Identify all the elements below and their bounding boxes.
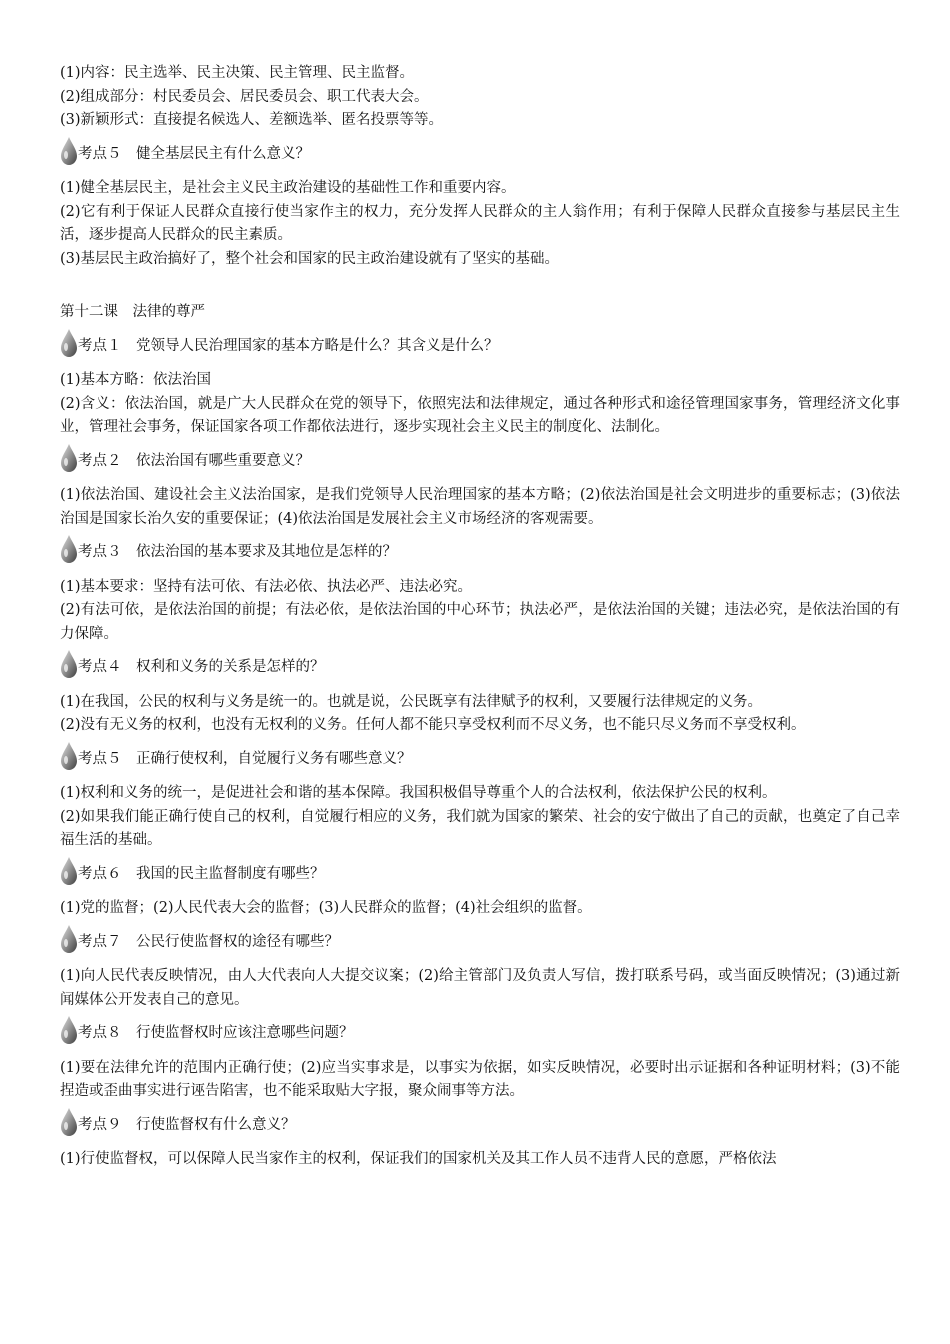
paragraph: (1)内容：民主选举、民主决策、民主管理、民主监督。 <box>60 65 415 81</box>
exam-point-heading-text: 考点９ 行使监督权有什么意义？ <box>78 1116 296 1133</box>
paragraph: (2)含义：依法治国，就是广大人民群众在党的领导下，依照宪法和法律规定，通过各种形式和途径管理国家事务，管理经济文化事业，管理社会事务，保证国家各项工作都依法进行，逐步实现社会主义民主的制度化、法制化。 <box>60 395 900 435</box>
exam-point-heading-text: 考点８ 行使监督权时应该注意哪些问题？ <box>78 1025 354 1041</box>
exam-point-heading-text: 考点５ 正确行使权利，自觉履行义务有哪些意义？ <box>78 750 412 767</box>
paragraph: (1)健全基层民主，是社会主义民主政治建设的基础性工作和重要内容。 <box>60 180 516 196</box>
document-body <box>60 62 900 1172</box>
exam-point-heading-text: 考点１ 党领导人民治理国家的基本方略是什么？其含义是什么？ <box>78 337 499 354</box>
exam-point-heading <box>60 335 900 359</box>
water-drop-icon <box>59 1107 79 1137</box>
exam-point-heading-text: 考点２ 依法治国有哪些重要意义？ <box>78 452 310 469</box>
paragraph: (1)基本方略：依法治国 <box>60 372 212 388</box>
paragraph: (2)有法可依，是依法治国的前提；有法必依，是依法治国的中心环节；执法必严，是依法治国的关键；违法必究，是依法治国的有力保障。 <box>60 602 900 642</box>
paragraph: (2)组成部分：村民委员会、居民委员会、职工代表大会。 <box>60 88 429 105</box>
water-drop-icon <box>59 534 79 564</box>
paragraph: (1)行使监督权，可以保障人民当家作主的权利，保证我们的国家机关及其工作人员不违背人民的意愿，严格依法 <box>60 1151 777 1167</box>
paragraph: (1)依法治国、建设社会主义法治国家，是我们党领导人民治理国家的基本方略；(2)依法治国是社会文明进步的重要标志；(3)依法治国是国家长治久安的重要保证；(4)依法治国是发展社会主义市场经济的客观需要。 <box>60 487 900 527</box>
lesson-title: 第十二课 法律的尊严 <box>60 304 205 320</box>
paragraph: (3)新颖形式：直接提名候选人、差额选举、匿名投票等等。 <box>60 112 444 128</box>
exam-point-heading <box>60 931 900 955</box>
exam-point-heading <box>60 541 900 565</box>
exam-point-heading <box>60 1114 900 1138</box>
exam-point-heading <box>60 143 900 167</box>
exam-point-heading <box>60 863 900 887</box>
paragraph: (1)向人民代表反映情况，由人大代表向人大提交议案；(2)给主管部门及负责人写信，拨打联系号码，或当面反映情况；(3)通过新闻媒体公开发表自己的意见。 <box>60 968 900 1008</box>
exam-point-heading <box>60 1022 900 1046</box>
exam-point-heading-text: 考点４ 权利和义务的关系是怎样的？ <box>78 659 325 675</box>
paragraph: (2)它有利于保证人民群众直接行使当家作主的权力，充分发挥人民群众的主人翁作用；有利于保障人民群众直接参与基层民主生活，逐步提高人民群众的民主素质。 <box>60 203 900 243</box>
paragraph: (3)基层民主政治搞好了，整个社会和国家的民主政治建设就有了坚实的基础。 <box>60 250 560 267</box>
paragraph: (2)没有无义务的权利，也没有无权利的义务。任何人都不能只享受权利而不尽义务，也不能只尽义务而不享受权利。 <box>60 717 806 733</box>
water-drop-icon <box>59 328 79 358</box>
water-drop-icon <box>59 443 79 473</box>
paragraph: (2)如果我们能正确行使自己的权利，自觉履行相应的义务，我们就为国家的繁荣、社会的安宁做出了自己的贡献，也奠定了自己幸福生活的基础。 <box>60 808 900 848</box>
exam-point-heading <box>60 748 900 772</box>
paragraph: (1)要在法律允许的范围内正确行使；(2)应当实事求是，以事实为依据，如实反映情况，必要时出示证据和各种证明材料；(3)不能捏造或歪曲事实进行诬告陷害，也不能采取贴大字报，聚众闹事等方法。 <box>60 1059 900 1099</box>
water-drop-icon <box>59 1015 79 1045</box>
exam-point-heading-text: 考点５ 健全基层民主有什么意义？ <box>78 145 310 162</box>
exam-point-heading <box>60 656 900 680</box>
water-drop-icon <box>59 924 79 954</box>
paragraph: (1)在我国，公民的权利与义务是统一的。也就是说，公民既享有法律赋予的权利，又要履行法律规定的义务。 <box>60 693 763 710</box>
paragraph: (1)权利和义务的统一，是促进社会和谐的基本保障。我国积极倡导尊重个人的合法权利，依法保护公民的权利。 <box>60 785 777 801</box>
paragraph: (1)基本要求：坚持有法可依、有法必依、执法必严、违法必究。 <box>60 578 473 595</box>
exam-point-heading-text: 考点７ 公民行使监督权的途径有哪些？ <box>78 933 339 950</box>
exam-point-heading <box>60 450 900 474</box>
water-drop-icon <box>59 741 79 771</box>
water-drop-icon <box>59 856 79 886</box>
water-drop-icon <box>59 649 79 679</box>
paragraph: (1)党的监督；(2)人民代表大会的监督；(3)人民群众的监督；(4)社会组织的监督。 <box>60 900 592 916</box>
exam-point-heading-text: 考点６ 我国的民主监督制度有哪些？ <box>78 865 325 882</box>
water-drop-icon <box>59 136 79 166</box>
exam-point-heading-text: 考点３ 依法治国的基本要求及其地位是怎样的？ <box>78 544 397 560</box>
